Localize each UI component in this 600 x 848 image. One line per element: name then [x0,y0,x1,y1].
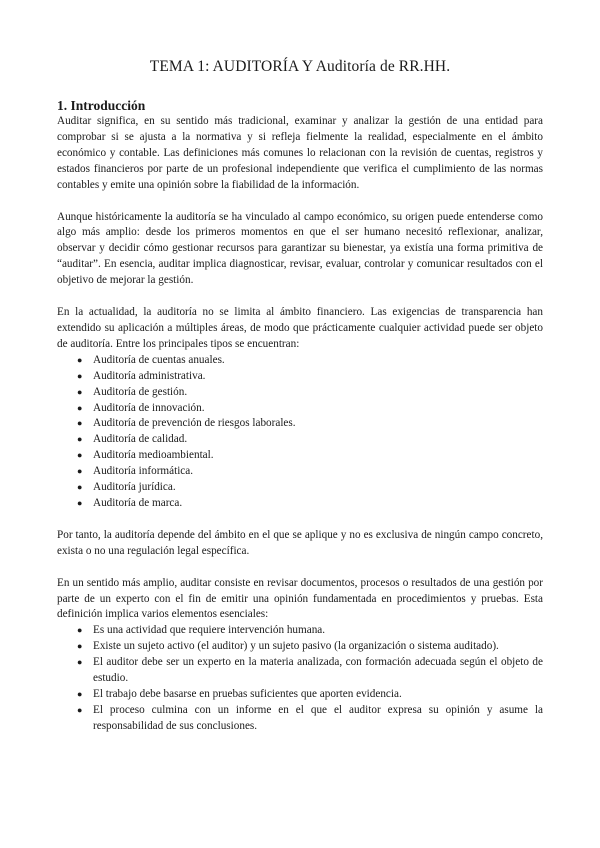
essential-elements-list [57,623,543,734]
list-item: ● El proceso culmina con un informe en el que el auditor expresa su opinión y asume la responsabilidad de sus conclusiones. [77,703,543,732]
bullet-icon: ● [77,704,83,715]
list-item: ● Auditoría informática. [57,464,543,480]
document-title: TEMA 1: AUDITORÍA Y Auditoría de RR.HH. [149,58,451,75]
bullet-icon: ● [77,625,83,636]
bullet-icon: ● [77,402,83,413]
bullet-icon: ● [77,354,83,365]
section-heading: 1. Introducción [57,98,146,113]
list-item: ● Auditoría administrativa. [57,369,543,385]
bullet-icon: ● [77,497,83,508]
list-item: ● Auditoría jurídica. [57,480,543,496]
list-item: ● Auditoría medioambiental. [57,448,543,464]
bullet-icon: ● [77,466,83,477]
paragraph-1: Auditar significa, en su sentido más tradicional, examinar y analizar la gestión de una entidad para comprobar si se ajusta a la normativa y si refleja fielmente la realidad, especialmente en el ámbito económico y contable. Las definiciones más comunes lo relacionan con la revisión de cuentas, registros y estados financieros por parte de un profesional independiente que verifica el cumplimiento de las normas contables y emite una opinión sobre la fiabilidad de la información. [57,115,543,191]
audit-types-list [57,353,543,512]
bullet-icon: ● [77,689,83,699]
paragraph-4: Por tanto, la auditoría depende del ámbito en el que se aplique y no es exclusiva de ningún campo concreto, exista o no una regulación legal específica. [57,528,543,557]
paragraph-2: Aunque históricamente la auditoría se ha vinculado al campo económico, su origen puede entenderse como algo más amplio: desde los primeros momentos en que el ser humano necesitó reflexionar, analizar, observar y decidir cómo gestionar recursos para garantizar su bienestar, ya existía una forma primitiva de “auditar”. En esencia, auditar implica diagnosticar, revisar, evaluar, controlar y comunicar resultados con el objetivo de mejorar la gestión. [57,210,543,287]
bullet-icon: ● [77,418,83,429]
list-item: ● Auditoría de prevención de riesgos laborales. [57,416,543,432]
bullet-icon: ● [77,641,83,652]
list-item: ● Auditoría de calidad. [57,432,543,448]
bullet-icon: ● [77,657,83,668]
bullet-icon: ● [77,482,83,493]
bullet-icon: ● [77,386,83,397]
list-item: ● Es una actividad que requiere intervención humana. [57,623,543,639]
list-item: ● Existe un sujeto activo (el auditor) y un sujeto pasivo (la organización o sistema auditado). [57,639,543,655]
list-item: ● El auditor debe ser un experto en la materia analizada, con formación adecuada según el objeto de estudio. [77,656,543,685]
document-body [57,114,543,735]
bullet-icon: ● [77,434,83,445]
list-item: ● Auditoría de gestión. [57,385,543,401]
list-item: ● Auditoría de marca. [57,496,543,512]
bullet-icon: ● [77,450,83,461]
bullet-icon: ● [77,370,83,381]
list-item: ● El trabajo debe basarse en pruebas suficientes que aporten evidencia. [57,687,543,703]
paragraph-5: En un sentido más amplio, auditar consiste en revisar documentos, procesos o resultados de una gestión por parte de un experto con el fin de emitir una opinión fundamentada en procedimientos y pruebas. Esta definición implica varios elementos esenciales: [57,576,543,621]
list-item: ● Auditoría de innovación. [57,401,543,417]
paragraph-3: En la actualidad, la auditoría no se limita al ámbito financiero. Las exigencias de transparencia han extendido su aplicación a múltiples áreas, de modo que prácticamente cualquier actividad puede ser objeto de auditoría. Entre los principales tipos se encuentran: [57,306,543,350]
list-item: ● Auditoría de cuentas anuales. [57,353,543,369]
